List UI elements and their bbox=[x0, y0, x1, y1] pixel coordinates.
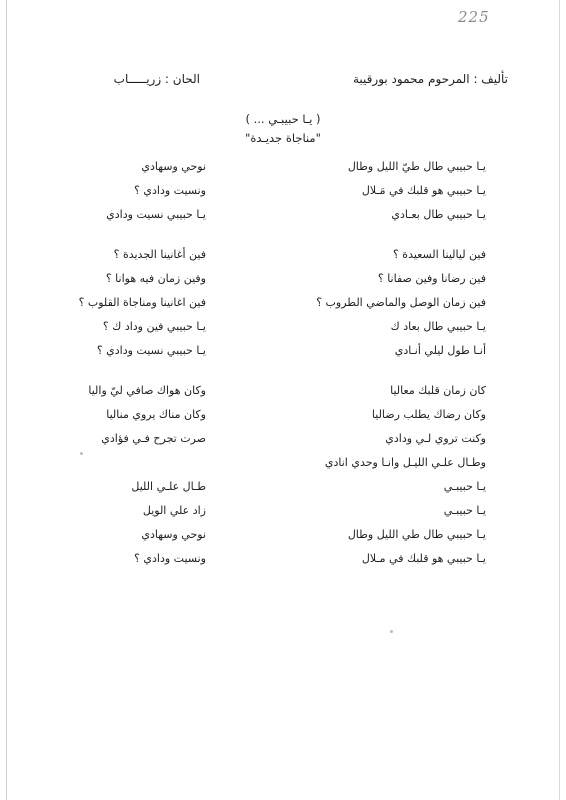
song-title: ( يـا حبيبـي ... ) bbox=[245, 112, 321, 126]
stanza3-line5-right: يـا حبيبـي bbox=[443, 480, 486, 493]
scan-speck bbox=[80, 452, 83, 455]
stanza1-line1-right: يـا حبيبي طال طيّ الليل وطال bbox=[347, 160, 486, 173]
stanza2-line2-right: فين رضانا وفين صفانا ؟ bbox=[377, 272, 486, 285]
song-subtitle: "مناجاة جديـدة" bbox=[245, 131, 321, 145]
stanza2-line1-left: فين أغانينا الجديدة ؟ bbox=[113, 248, 206, 261]
author-line: تأليف : المرحوم محمود بورقيبة bbox=[353, 72, 508, 86]
scan-speck bbox=[390, 630, 393, 633]
stanza3-line7-left: نوحي وسهادي bbox=[141, 528, 206, 541]
stanza3-line4-right: وطـال علـي الليـل وانـا وحدي انادي bbox=[324, 456, 486, 469]
stanza3-line8-left: ونسيت ودادي ؟ bbox=[134, 552, 206, 565]
stanza3-line1-right: كان زمان قلبك معاليا bbox=[390, 384, 486, 397]
stanza3-line2-left: وكان مناك يروي مناليا bbox=[106, 408, 206, 421]
stanza3-line2-right: وكان رضاك يطلب رضاليا bbox=[371, 408, 486, 421]
stanza2-line3-right: فين زمان الوصل والماضي الطروب ؟ bbox=[316, 296, 486, 309]
stanza1-line2-left: ونسيت ودادي ؟ bbox=[134, 184, 206, 197]
page-number: 225 bbox=[458, 8, 490, 26]
stanza2-line5-left: يـا حبيبي نسيت ودادي ؟ bbox=[96, 344, 206, 357]
stanza2-line3-left: فين اغانينا ومناجاة القلوب ؟ bbox=[78, 296, 206, 309]
stanza2-line4-left: يـا حبيبي فين وداد ك ؟ bbox=[102, 320, 206, 333]
stanza3-line6-right: يـا حبيبـي bbox=[443, 504, 486, 517]
stanza2-line5-right: أنـا طول ليلي أنـادي bbox=[394, 344, 486, 357]
stanza2-line4-right: يـا حبيبي طال بعاد ك bbox=[390, 320, 486, 333]
composer-line: الحان : زريـــــاب bbox=[113, 72, 200, 86]
stanza3-line8-right: يـا حبيبي هو قلبك في مـلال bbox=[361, 552, 486, 565]
stanza3-line3-right: وكنت تروي لـي ودادي bbox=[385, 432, 486, 445]
stanza3-line7-right: يـا حبيبي طال طي الليل وطال bbox=[347, 528, 486, 541]
stanza3-line5-left: طـال علـي الليل bbox=[131, 480, 206, 493]
stanza3-line3-left: صرت تجرح فـي فؤادي bbox=[101, 432, 206, 445]
stanza2-line1-right: فين ليالينا السعيدة ؟ bbox=[392, 248, 486, 261]
stanza2-line2-left: وفين زمان فيه هوانا ؟ bbox=[105, 272, 206, 285]
stanza3-line6-left: زاد علي الويل bbox=[142, 504, 206, 517]
stanza1-line1-left: نوحي وسهادي bbox=[141, 160, 206, 173]
stanza1-line3-left: يـا حبيبي نسيت ودادي bbox=[106, 208, 206, 221]
stanza1-line3-right: يـا حبيبي طال بعـادي bbox=[391, 208, 486, 221]
stanza1-line2-right: يـا حبيبي هو قلبك في مَـلال bbox=[361, 184, 486, 197]
stanza3-line1-left: وكان هواك صافي ليّ واليا bbox=[88, 384, 206, 397]
